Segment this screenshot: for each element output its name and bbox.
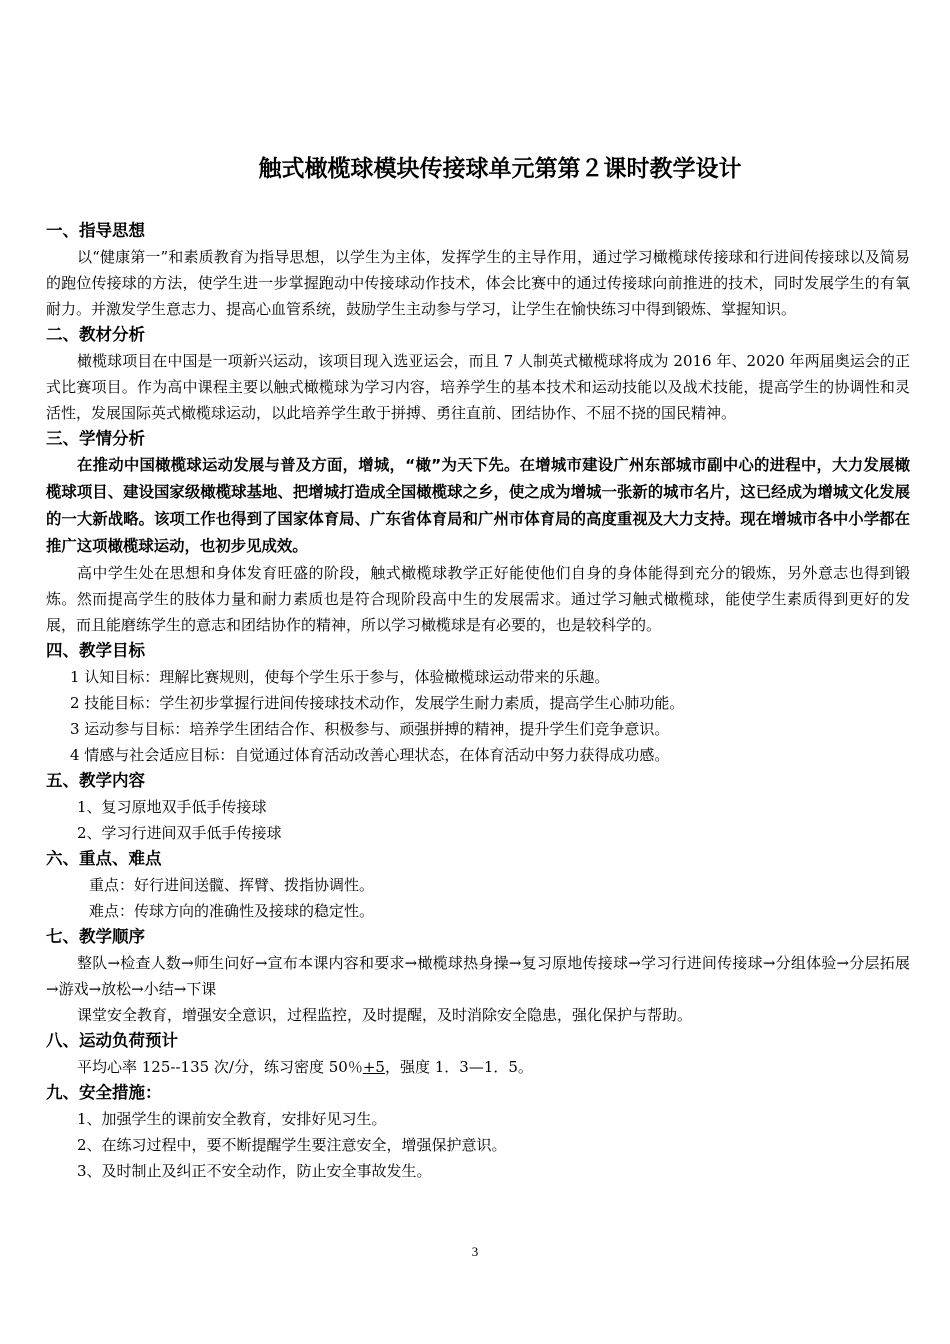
section-heading-material-analysis: 二、教材分析: [46, 325, 145, 344]
teaching-sequence-paragraph: 整队→检查人数→师生问好→宣布本课内容和要求→橄榄球热身操→复习原地传接球→学习行进间传接球→分组体验→分层拓展→游戏→放松→小结→下课: [46, 954, 910, 998]
section-heading-guiding-ideology: 一、指导思想: [46, 221, 145, 240]
student-analysis-paragraph-1: 在推动中国橄榄球运动发展与普及方面，增城，“橄”为天下先。在增城市建设广州东部城市副中心的进程中，大力发展橄榄球项目、建设国家级橄榄球基地、把增城打造成全国橄榄球之乡，使之成为增城一张新的城市名片，这已经成为增城文化发展的一大新战略。该项工作也得到了国家体育局、广东省体育局和广州市体育局的高度重视及大力支持。现在增城市各中小学都在推广这项橄榄球运动，也初步见成效。: [46, 456, 910, 555]
page-number: 3: [471, 1244, 479, 1259]
section-heading-teaching-objectives: 四、教学目标: [46, 641, 145, 660]
safety-measure-item: 1、加强学生的课前安全教育，安排好见习生。: [77, 1110, 387, 1128]
document-title: 触式橄榄球模块传接球单元第第２课时教学设计: [258, 156, 742, 182]
student-analysis-paragraph-2: 高中学生处在思想和身体发育旺盛的阶段，触式橄榄球教学正好能使他们自身的身体能得到充分的锻炼，另外意志也得到锻炼。然而提高学生的肢体力量和耐力素质也是符合现阶段高中生的发展需求。通过学习触式橄榄球，能使学生素质得到更好的发展，而且能磨练学生的意志和团结协作的精神，所以学习橄榄球是有必要的，也是较科学的。: [46, 564, 910, 634]
section-heading-teaching-sequence: 七、教学顺序: [46, 927, 145, 946]
objective-item: 2 技能目标：学生初步掌握行进间传接球技术动作，发展学生耐力素质，提高学生心肺功能。: [70, 694, 685, 712]
safety-measure-item: 3、及时制止及纠正不安全动作，防止安全事故发生。: [77, 1162, 432, 1180]
content-item: 2、学习行进间双手低手传接球: [77, 824, 282, 842]
document-body: [46, 218, 910, 1184]
guiding-ideology-paragraph: 以“健康第一”和素质教育为指导思想，以学生为主体，发挥学生的主导作用，通过学习橄榄球传接球和行进间传接球以及简易的跑位传接球的方法，使学生进一步掌握跑动中传接球动作技术，体会比赛中的通过传接球向前推进的技术，同时发展学生的有氧耐力。并激发学生意志力、提高心血管系统，鼓励学生主动参与学习，让学生在愉快练习中得到锻炼、掌握知识。: [46, 248, 910, 318]
exercise-load-text-a: 平均心率 125--135 次/分，练习密度 50％: [77, 1058, 363, 1076]
objective-item: 4 情感与社会适应目标：自觉通过体育活动改善心理状态，在体育活动中努力获得成功感。: [70, 746, 670, 764]
objective-item: 1 认知目标：理解比赛规则，使每个学生乐于参与，体验橄榄球运动带来的乐趣。: [70, 668, 610, 686]
exercise-load-plus-minus: +5: [362, 1058, 385, 1076]
section-heading-teaching-content: 五、教学内容: [46, 771, 145, 790]
section-heading-safety-measures: 九、安全措施：: [46, 1083, 162, 1102]
safety-measure-item: 2、在练习过程中，要不断提醒学生要注意安全，增强保护意识。: [77, 1136, 507, 1154]
key-point-item: 重点：好行进间送髋、挥臂、拨指协调性。: [89, 876, 375, 894]
section-heading-key-points: 六、重点、难点: [46, 849, 162, 868]
section-heading-student-analysis: 三、学情分析: [46, 429, 145, 448]
content-item: 1、复习原地双手低手传接球: [77, 798, 267, 816]
exercise-load-text-b: ，强度 1．3—1．5。: [384, 1058, 533, 1076]
difficulty-item: 难点：传球方向的准确性及接球的稳定性。: [89, 902, 375, 920]
exercise-load-line: [46, 1054, 910, 1080]
safety-education-line: 课堂安全教育，增强安全意识，过程监控，及时提醒，及时消除安全隐患，强化保护与帮助。: [77, 1006, 693, 1024]
objective-item: 3 运动参与目标：培养学生团结合作、积极参与、顽强拼搏的精神，提升学生们竞争意识。: [70, 720, 670, 738]
material-analysis-paragraph: 橄榄球项目在中国是一项新兴运动，该项目现入选亚运会，而且 7 人制英式橄榄球将成为 2016 年、2020 年两届奥运会的正式比赛项目。作为高中课程主要以触式橄榄球为学习内容，培养学生的基本技术和运动技能以及战术技能，提高学生的协调性和灵活性，发展国际英式橄榄球运动，以此培养学生敢于拼搏、勇往直前、团结协作、不屈不挠的国民精神。: [46, 352, 910, 422]
section-heading-exercise-load: 八、运动负荷预计: [46, 1031, 178, 1050]
